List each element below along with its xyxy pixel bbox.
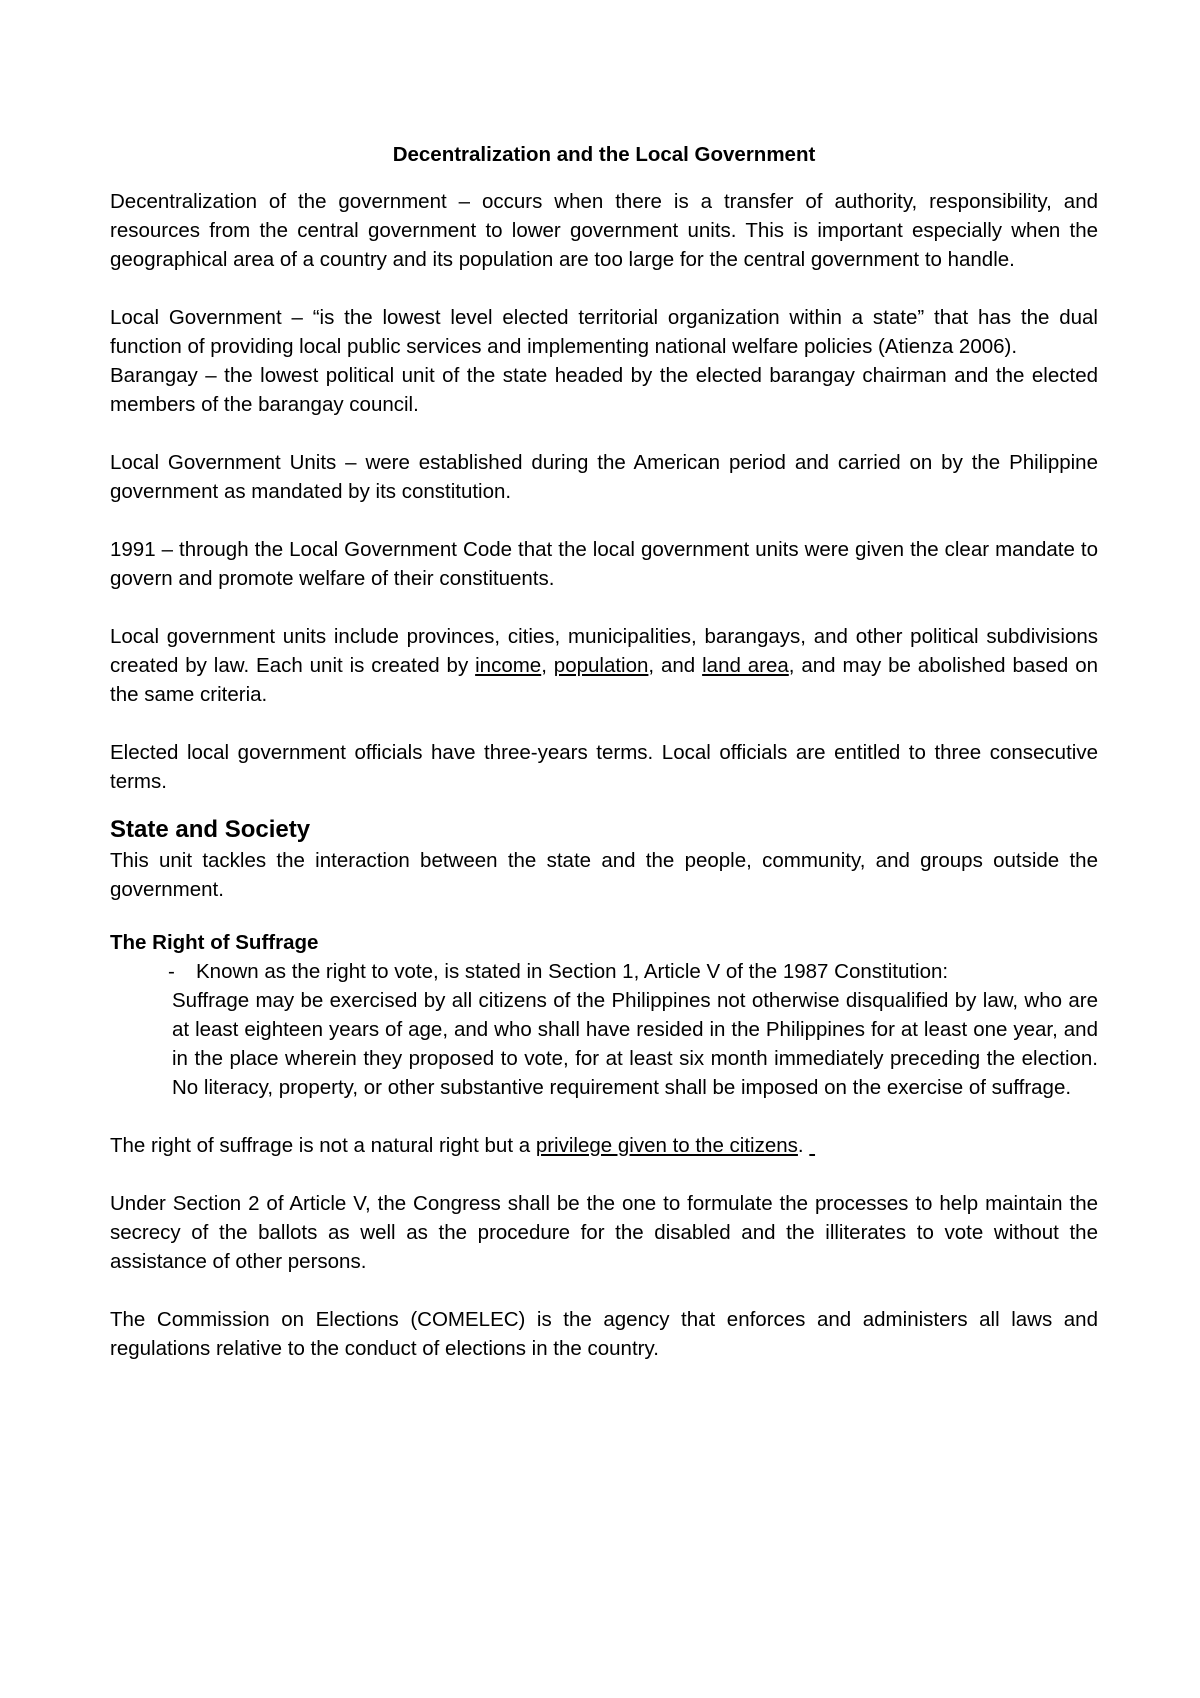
definition-decentralization: – occurs when there is a transfer of authority, responsibility, and resources from the central government to lower government units. This is important especially when the geographical area of a country and its population are too large for the central government to handle. [110, 190, 1098, 271]
spacer [110, 1102, 1098, 1131]
text-segment: , [541, 654, 554, 677]
heading-state-society: State and Society [110, 816, 311, 843]
underline-trail [809, 1134, 815, 1157]
spacer [110, 593, 1098, 622]
text-segment: The right of suffrage is not a natural right but a [110, 1134, 536, 1157]
paragraph-section-2: Under Section 2 of Article V, the Congress shall be the one to formulate the processes to help maintain the secrecy of the ballots as well as the procedure for the disabled and the illiterates to vote without the assistance of other persons. [110, 1192, 1098, 1273]
term-decentralization: Decentralization of the government [110, 190, 447, 213]
bullet-quote: Suffrage may be exercised by all citizens of the Philippines not otherwise disqualified by law, who are at least eighteen years of age, and who shall have resided in the Philippines for at least one year, and in the place wherein they proposed to vote, for at least six month immediately preceding the election. No literacy, property, or other substantive requirement shall be imposed on the exercise of suffrage. [172, 989, 1098, 1099]
document-page [110, 140, 1098, 1363]
paragraph-comelec: The Commission on Elections (COMELEC) is the agency that enforces and administers all laws and regulations relative to the conduct of elections in the country. [110, 1308, 1098, 1360]
underline-population: population [553, 654, 649, 677]
heading-right-of-suffrage: The Right of Suffrage [110, 931, 319, 954]
spacer [110, 709, 1098, 738]
text-segment: , and [648, 654, 703, 677]
bullet-dash: - [168, 960, 175, 983]
paragraph-privilege [110, 1131, 1098, 1160]
text-segment: . [797, 1134, 810, 1157]
paragraph-lgu-include [110, 622, 1098, 709]
spacer [110, 506, 1098, 535]
paragraph-barangay: Barangay – the lowest political unit of the state headed by the elected barangay chairman and the elected members of the barangay council. [110, 364, 1098, 416]
paragraph-lgu: Local Government Units – were established during the American period and carried on by the Philippine government as mandated by its constitution. [110, 451, 1098, 503]
text-segment: , and may be abolished based on the same criteria. [110, 654, 1098, 706]
text-segment: Local government units include provinces, cities, municipalities, barangays, and other political subdivisions created by law. Each unit is created by [110, 625, 1098, 677]
paragraph-code-1991: 1991 – through the Local Government Code that the local government units were given the clear mandate to govern and promote welfare of their constituents. [110, 538, 1098, 590]
spacer [110, 796, 1098, 814]
spacer [110, 419, 1098, 448]
spacer [110, 1276, 1098, 1305]
underline-privilege: privilege given to the citizens [535, 1134, 798, 1157]
paragraph-local-government: Local Government – “is the lowest level elected territorial organization within a state” that has the dual function of providing local public services and implementing national welfare policies (Atienza 2006). [110, 306, 1098, 358]
bullet-intro: Known as the right to vote, is stated in Section 1, Article V of the 1987 Constitution: [196, 960, 949, 983]
underline-land-area: land area [702, 654, 789, 677]
paragraph-state-society: This unit tackles the interaction between the state and the people, community, and groups outside the government. [110, 849, 1098, 901]
paragraph-terms: Elected local government officials have three-years terms. Local officials are entitled to three consecutive terms. [110, 741, 1098, 793]
spacer [110, 904, 1098, 928]
underline-income: income [475, 654, 542, 677]
paragraph-decentralization [110, 187, 1098, 274]
spacer [110, 1160, 1098, 1189]
bullet-first-line [168, 957, 1098, 986]
document-title: Decentralization and the Local Government [392, 143, 816, 166]
suffrage-bullet [168, 957, 1098, 1102]
spacer [110, 274, 1098, 303]
